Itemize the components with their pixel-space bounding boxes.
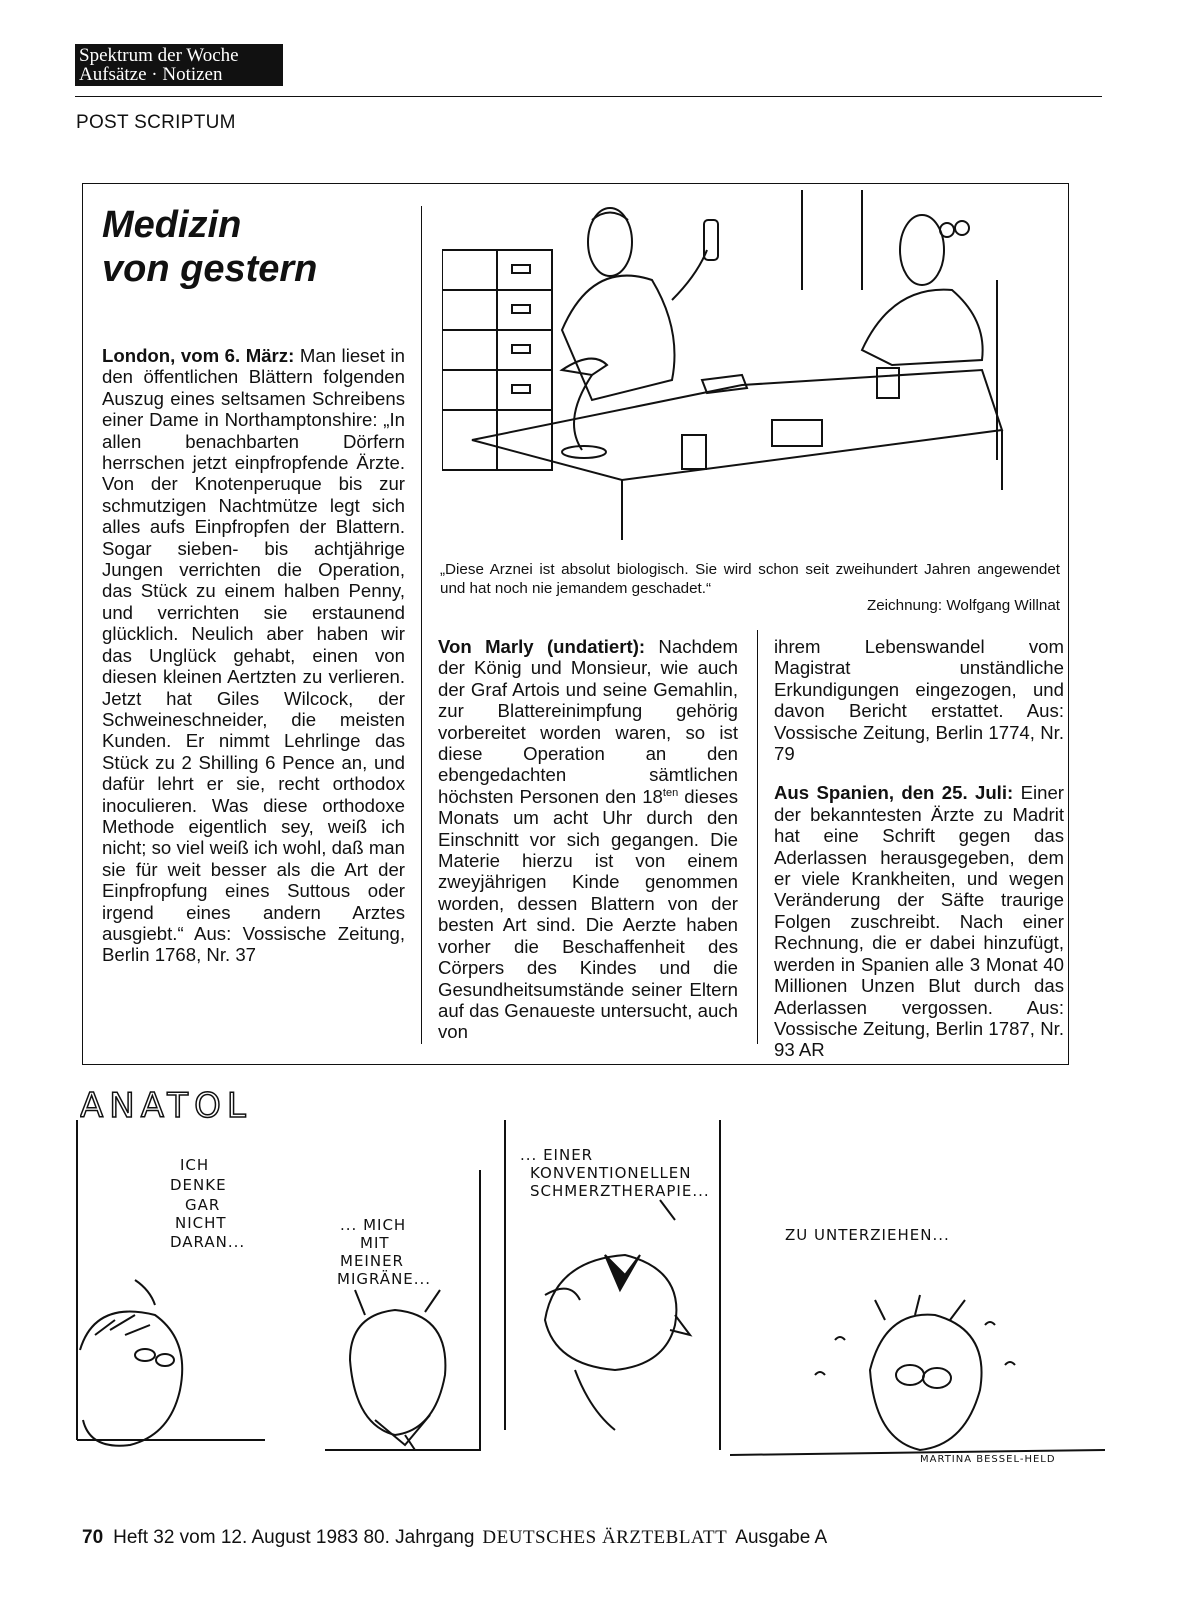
section-label-line1: Spektrum der Woche — [79, 45, 239, 66]
title-line2: von gestern — [102, 248, 318, 290]
panel2-line1: ... MICH — [340, 1216, 407, 1234]
comic-title-text: ANATOL — [80, 1087, 252, 1123]
comic-title — [80, 1087, 300, 1123]
anatol-character-1 — [80, 1280, 182, 1446]
panel3-line2: KONVENTIONELLEN — [530, 1164, 692, 1182]
doctor-cartoon — [442, 190, 1062, 550]
dateline-london: London, vom 6. März: — [102, 345, 295, 366]
column-divider — [421, 206, 422, 1044]
paragraph-spanien — [774, 782, 1064, 1060]
patient-figure — [862, 290, 983, 365]
panel3-line3: SCHMERZTHERAPIE... — [530, 1182, 710, 1200]
panel2-line4: MIGRÄNE... — [337, 1270, 432, 1288]
article-column-3 — [774, 636, 1064, 1079]
panel1-line3: GAR — [185, 1196, 221, 1214]
anatol-character-4 — [815, 1295, 1015, 1450]
column-divider-2 — [757, 630, 758, 1044]
article-column-1 — [102, 345, 405, 984]
paragraph-marly-continued: ihrem Lebenswandel vom Magistrat unständliche Erkundigungen eingezogen, und davon Bericht erstattet. Aus: Vossische Zeitung, Berlin 1774, Nr. 79 — [774, 636, 1064, 765]
edition: Ausgabe A — [735, 1527, 828, 1548]
page-footer — [82, 1527, 827, 1549]
paragraph-marly — [438, 636, 738, 1043]
panel1-line2: DENKE — [170, 1176, 227, 1194]
desk-tray — [772, 420, 822, 446]
comic-signature: MARTINA BESSEL-HELD — [920, 1454, 1056, 1465]
cartoon-credit: Zeichnung: Wolfgang Willnat — [866, 597, 1060, 614]
article-column-2 — [438, 636, 738, 1061]
anatol-comic-strip — [75, 1120, 1105, 1480]
page-number: 70 — [82, 1527, 104, 1548]
anatol-character-3 — [545, 1200, 690, 1430]
panel3-line1: ... EINER — [520, 1146, 594, 1164]
panel4-line1: ZU UNTERZIEHEN... — [785, 1226, 950, 1244]
superscript-ten: ten — [662, 786, 679, 799]
doctor-figure — [562, 276, 675, 400]
dateline-spanien: Aus Spanien, den 25. Juli: — [774, 782, 1014, 804]
body-marly-b: dieses Monats um acht Uhr durch den Einschnitt vor sich gegangen. Die Materie hierzu ist von einem zweyjährigen Kinde genommen worden, dessen Blattern von der besten Art sind. Die Aerzte haben vorher die Beschaffenheit des Cörpers des Kindes und die Gesundheitsumstände seiner Eltern auf das Genaueste untersucht, auch von — [438, 785, 738, 1043]
body-spanien: Einer der bekanntesten Ärzte zu Madrit hat eine Schrift gegen das Aderlassen herausgegeben, dem er viele Krankheiten, und wegen Veränderung der Säfte traurige Folgen zuschreibt. Nach einer Rechnung, die er dabei hinzufügt, werden in Spanien alle 3 Monat 40 Millionen Unzen Blut durch das Aderlassen vergossen. Aus: Vossische Zeitung, Berlin 1787, Nr. 93 — [774, 782, 1064, 1061]
journal-name: DEUTSCHES ÄRZTEBLATT — [482, 1527, 728, 1548]
anatol-character-2 — [350, 1290, 445, 1450]
article-title — [102, 203, 317, 291]
dateline-marly: Von Marly (undatiert): — [438, 636, 646, 657]
issue-info: Heft 32 vom 12. August 1983 80. Jahrgang — [113, 1527, 475, 1548]
panel2-line2: MIT — [360, 1234, 390, 1252]
header-rule — [75, 96, 1102, 97]
panel1-line5: DARAN... — [170, 1233, 246, 1251]
rubric: POST SCRIPTUM — [76, 112, 236, 133]
title-line1: Medizin — [102, 204, 242, 246]
body-london: Man lieset in den öffentlichen Blättern folgenden Auszug eines seltsamen Schreibens einer Dame in Northamptonshire: „In allen benachbarten Dörfern herrschen jetzt einpfropfende Ärzte. Von der Knotenperuque bis zur schmutzigen Nachtmütze legt sich alles aufs Einpfropfen der Blattern. Sogar sieben- bis achtjährige Jungen verrichten die Operation, das Stück zu einem halben Penny, und verrichten sie erstaunend glücklich. Neulich aber haben wir das Unglück gehabt, einen von diesen kleinen Aertzten zu verlieren. Jetzt hat Giles Wilcock, der Schweineschneider, die meisten Kunden. Er nimmt Lehrlinge das Stück zu 2 Shilling 6 Pence an, und dafür lehrt er sie, recht orthodox inoculieren. Was diese orthodoxe Methode eigentlich sey, weiß ich nicht; so viel weiß ich wohl, daß man sie für weit besser als die Art der Einpfropfung eines Suttous oder irgend eines andern Arztes ausgiebt.“ Aus: Vossische Zeitung, Berlin 1768, Nr. 37 — [102, 345, 405, 966]
panel1-line4: NICHT — [175, 1214, 227, 1232]
paragraph-london — [102, 345, 405, 966]
panel2-line3: MEINER — [340, 1252, 404, 1270]
panel1-line1: ICH — [180, 1156, 210, 1174]
body-marly-a: Nachdem der König und Monsieur, wie auch der Graf Artois und seine Gemahlin, zur Blattereinimpfung gehörig vorbereitet worden waren, so ist diese Operation an den ebengedachten sämtlichen höchsten Personen den 18 — [438, 636, 738, 807]
section-label — [75, 44, 283, 86]
cartoon-caption: „Diese Arznei ist absolut biologisch. Sie wird schon seit zweihundert Jahren angewendet und hat noch nie jemandem geschadet.“ — [440, 561, 1060, 597]
author-initials: AR — [798, 1039, 825, 1061]
section-label-line2: Aufsätze · Notizen — [79, 64, 223, 85]
